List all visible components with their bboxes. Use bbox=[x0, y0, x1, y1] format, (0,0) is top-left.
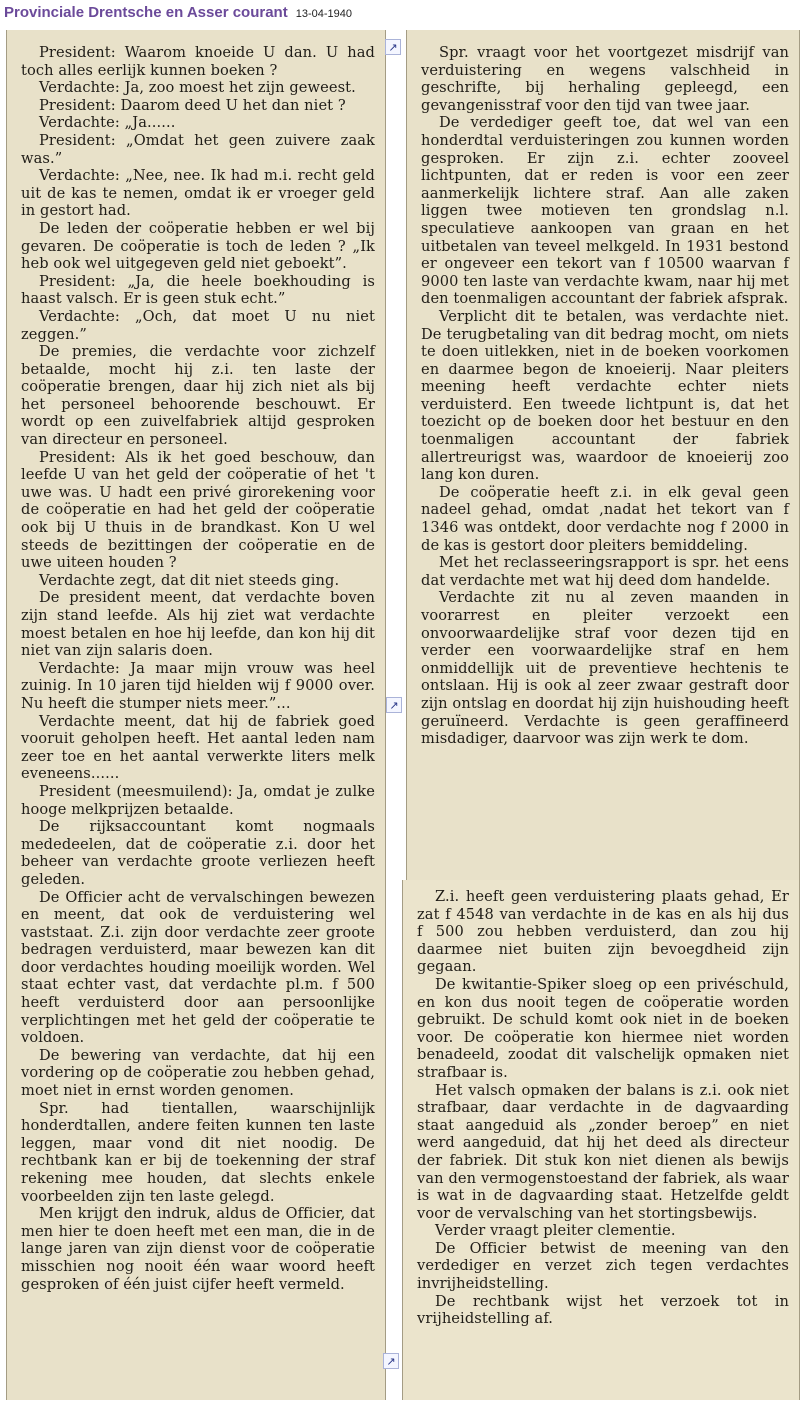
article-paragraph: President: Waarom knoeide U dan. U had toch alles eerlijk kunnen boeken ? bbox=[21, 44, 375, 79]
article-paragraph: De Officier acht de vervalschingen bewezen en meent, dat ook de verduistering wel vaststaat. Z.i. zijn door verdachte zeer groote bedragen verduisterd, maar bewezen kan dit door verdachtes houding moeilijk worden. Wel staat echter vast, dat verdachte pl.m. f 500 heeft verduisterd door aan persoonlijke verplichtingen met het geld der coöperatie te voldoen. bbox=[21, 888, 375, 1047]
article-paragraph: Z.i. heeft geen verduistering plaats gehad, Er zat f 4548 van verdachte in de kas en als hij dus f 500 zou hebben verduisterd, dan zou hij daarmee niet buiten zijn bevoegdheid zijn gegaan. bbox=[417, 888, 789, 976]
article-paragraph: Verdachte: Ja maar mijn vrouw was heel zuinig. In 10 jaren tijd hielden wij f 9000 over. Nu heeft die stumper niets meer.”... bbox=[21, 659, 375, 712]
clipping-link-icon[interactable]: ↗ bbox=[385, 39, 401, 55]
article-paragraph: Verplicht dit te betalen, was verdachte niet. De terugbetaling van dit bedrag mocht, om niets te doen uitlekken, niet in de boeken voorkomen en daarmee begon de knoeierij. Naar pleiters meening heeft verdachte echter niets verduisterd. Een tweede lichtpunt is, dat het toezicht op de boeken door het bestuur en den toenmaligen accountant der fabriek allertreurigst was, waardoor de knoeierij zoo lang kon duren. bbox=[421, 307, 789, 484]
article-paragraph: De leden der coöperatie hebben er wel bij gevaren. De coöperatie is toch de leden ? „Ik heb ook wel uitgegeven geld niet geboekt”. bbox=[21, 219, 375, 273]
article-paragraph: Verdachte meent, dat hij de fabriek goed vooruit geholpen heeft. Het aantal leden nam zeer toe en het aantal verwerkte liters melk eveneens...... bbox=[21, 712, 375, 783]
article-paragraph: Spr. vraagt voor het voortgezet misdrijf van verduistering en wegens valschheid in geschrifte, bij herhaling gepleegd, een gevangenisstraf voor den tijd van twee jaar. bbox=[421, 44, 789, 114]
clipping-right-column-top bbox=[406, 30, 800, 906]
article-paragraph: President (meesmuilend): Ja, omdat je zulke hooge melkprijzen betaalde. bbox=[21, 782, 375, 818]
article-paragraph: Spr. had tientallen, waarschijnlijk honderdtallen, andere feiten kunnen ten laste leggen, maar vond dit niet noodig. De rechtbank kan er bij de toekenning der straf rekening mee houden, dat slechts enkele voorbeelden zijn ten laste gelegd. bbox=[21, 1099, 375, 1205]
article-paragraph: Met het reclasseeringsrapport is spr. het eens dat verdachte met wat hij deed dom handelde. bbox=[421, 554, 789, 589]
article-paragraph: Verdachte: „Och, dat moet U nu niet zeggen.” bbox=[21, 307, 375, 343]
article-paragraph: De premies, die verdachte voor zichzelf betaalde, mocht hij z.i. ten laste der coöperatie brengen, daar hij zich niet als bij het personeel behoorende beschouwt. Er wordt op een zuivelfabriek altijd gesproken van directeur en personeel. bbox=[21, 343, 375, 449]
article-paragraph: De coöperatie heeft z.i. in elk geval geen nadeel gehad, omdat ,nadat het tekort van f 1346 was ontdekt, door verdachte nog f 2000 in de kas is gestort door pleiters bemiddeling. bbox=[421, 483, 789, 554]
article-paragraph: De rijksaccountant komt nogmaals mededeelen, dat de coöperatie z.i. door het beheer van verdachte groote verliezen heeft geleden. bbox=[21, 818, 375, 888]
article-paragraph: De bewering van verdachte, dat hij een vordering op de coöperatie zou hebben gehad, moet niet in ernst worden genomen. bbox=[21, 1046, 375, 1100]
article-paragraph: President: Als ik het goed beschouw, dan leefde U van het geld der coöperatie of het 't uwe was. U hadt een privé girorekening voor de coöperatie en had het geld der coöperatie ook bij U thuis in de brandkast. Kon U wel steeds de bezittingen der coöperatie en de uwe uiteen houden ? bbox=[21, 448, 375, 572]
article-paragraph: Verdachte: Ja, zoo moest het zijn geweest. bbox=[39, 79, 356, 97]
article-paragraph: De president meent, dat verdachte boven zijn stand leefde. Als hij ziet wat verdachte moest betalen en hoe hij leefde, dan kon hij dit niet van zijn salaris doen. bbox=[21, 589, 375, 660]
article-paragraph: Het valsch opmaken der balans is z.i. ook niet strafbaar, daar verdachte in de dagvaarding staat aangeduid als „zonder beroep” en niet werd aangeduid, dat hij het deed als directeur der fabriek. Dit stuk kon niet dienen als bewijs van den vermogenstoestand der fabriek, als waar is wat in de dagvaarding staat. Hetzelfde geldt voor de vervalsching van het stortingsbewijs. bbox=[417, 1081, 789, 1222]
clipping-link-icon[interactable]: ↗ bbox=[383, 1353, 399, 1369]
publication-date: 13-04-1940 bbox=[295, 8, 352, 20]
article-paragraph: President: Daarom deed U het dan niet ? bbox=[39, 96, 346, 114]
clipping-link-icon[interactable]: ↗ bbox=[386, 697, 402, 713]
page-header bbox=[4, 4, 352, 32]
clipping-right-column-bottom bbox=[402, 880, 800, 1400]
article-paragraph: De verdediger geeft toe, dat wel van een honderdtal verduisteringen zou kunnen worden gesproken. Er zijn z.i. echter zooveel lichtpunten, dat er reden is voor een zeer aanmerkelijk lichtere straf. Aan alle zaken liggen twee motieven ten grondslag n.l. speculatieve aankoopen van graan en het uitbetalen van teveel melkgeld. In 1931 bestond er ongeveer een tekort van f 10500 waarvan f 9000 ten laste van verdachte kwam, naar hij met den toenmaligen accountant der fabriek afsprak. bbox=[421, 114, 789, 308]
newspaper-title: Provinciale Drentsche en Asser courant bbox=[4, 4, 288, 21]
article-paragraph: Verdachte zegt, dat dit niet steeds ging. bbox=[39, 571, 340, 589]
article-paragraph: Verdachte: „Ja...... bbox=[39, 114, 176, 132]
article-paragraph: De kwitantie-Spiker sloeg op een privéschuld, en kon dus nooit tegen de coöperatie worden gebruikt. De schuld komt ook niet in de boeken voor. De coöperatie kon hiermee niet worden benadeeld, zoodat dit valschelijk opmaken niet strafbaar is. bbox=[417, 975, 789, 1081]
clipping-left-column bbox=[6, 30, 386, 1400]
article-paragraph: De Officier betwist de meening van den verdediger en verzet zich tegen verdachtes invrijheidstelling. bbox=[417, 1239, 789, 1293]
article-paragraph: Verdachte zit nu al zeven maanden in voorarrest en pleiter verzoekt een onvoorwaardelijke straf voor dezen tijd en verder een voorwaardelijke straf en hem onmiddellijk uit de preventieve hechtenis te ontslaan. Hij is ook al zeer zwaar gestraft door zijn ontslag en doordat hij zijn huishouding heeft geruïneerd. Verdachte is geen geraffineerd misdadiger, daarvoor was zijn werk te dom. bbox=[421, 589, 789, 748]
article-paragraph: President: „Ja, die heele boekhouding is haast valsch. Er is geen stuk echt.” bbox=[21, 272, 375, 308]
article-paragraph: Verdachte: „Nee, nee. Ik had m.i. recht geld uit de kas te nemen, omdat ik er vroeger geld in gestort had. bbox=[21, 167, 375, 220]
article-paragraph: De rechtbank wijst het verzoek tot in vrijheidstelling af. bbox=[417, 1292, 789, 1328]
article-paragraph: Men krijgt den indruk, aldus de Officier, dat men hier te doen heeft met een man, die in de lange jaren van zijn dienst voor de coöperatie misschien nog nooit één waar woord heeft gesproken of één juist cijfer heeft vermeld. bbox=[21, 1205, 375, 1293]
article-paragraph: Verder vraagt pleiter clementie. bbox=[435, 1222, 676, 1240]
article-paragraph: President: „Omdat het geen zuivere zaak was.” bbox=[21, 131, 375, 167]
